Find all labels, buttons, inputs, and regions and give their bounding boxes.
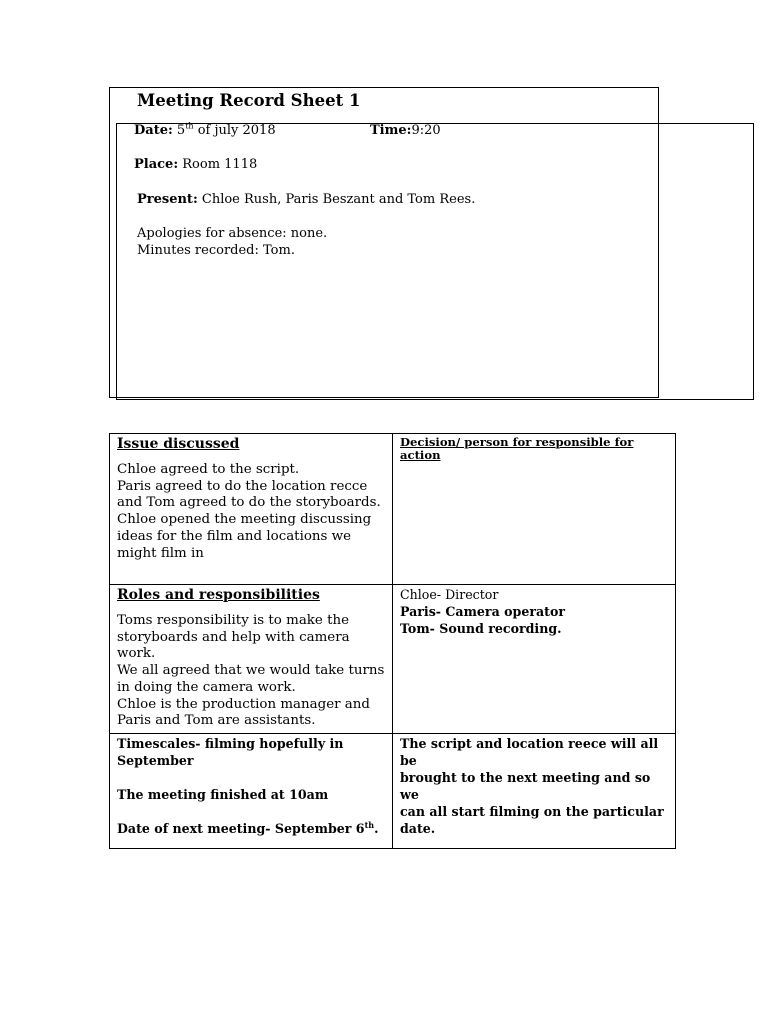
role-item: Tom- Sound recording. — [400, 621, 562, 636]
place-value: Room 1118 — [178, 157, 258, 172]
time-line — [370, 123, 441, 138]
roles-heading: Roles and responsibilities — [117, 587, 320, 603]
next-meeting-sup: th — [364, 819, 375, 830]
action-cell — [393, 734, 676, 849]
issue-heading: Issue discussed — [117, 436, 240, 452]
apologies-line: Apologies for absence: none. — [137, 226, 328, 241]
page-title: Meeting Record Sheet 1 — [137, 91, 361, 110]
issue-cell — [110, 434, 393, 585]
place-line — [134, 157, 257, 172]
issue-line: might film in — [117, 545, 204, 561]
spacer — [117, 803, 386, 820]
issue-line: and Tom agreed to do the storyboards. — [117, 495, 381, 511]
table-row-roles — [110, 585, 676, 734]
table-row-timescales — [110, 734, 676, 849]
next-meeting-line — [117, 820, 386, 837]
roles-line: Chloe is the production manager and — [117, 696, 370, 712]
table-row-issues — [110, 434, 676, 585]
roles-line: Paris and Tom are assistants. — [117, 713, 316, 729]
decision-heading: Decision/ person for responsible for action — [400, 435, 634, 462]
roles-line: in doing the camera work. — [117, 679, 296, 695]
date-rest: of july 2018 — [193, 123, 276, 138]
date-label: Date: — [134, 123, 173, 138]
present-label: Present: — [137, 192, 198, 207]
place-label: Place: — [134, 157, 179, 172]
timescales-text — [117, 735, 386, 837]
present-line — [137, 192, 475, 207]
issue-line: Paris agreed to do the location recce — [117, 478, 368, 494]
issue-line: ideas for the film and locations we — [117, 528, 352, 544]
issue-line: Chloe opened the meeting discussing — [117, 512, 372, 528]
role-item: Paris- Camera operator — [400, 604, 565, 619]
roles-list — [400, 586, 669, 637]
action-line: The script and location reece will all be — [400, 736, 659, 768]
roles-assignment-cell — [393, 585, 676, 734]
action-text — [400, 735, 669, 837]
timescales-cell — [110, 734, 393, 849]
date-line — [134, 123, 276, 138]
action-line: can all start filming on the particular — [400, 804, 664, 819]
present-value: Chloe Rush, Paris Beszant and Tom Rees. — [197, 192, 476, 207]
finished-line: The meeting finished at 10am — [117, 787, 329, 802]
spacer — [117, 769, 386, 786]
role-item: Chloe- Director — [400, 587, 499, 602]
roles-text — [117, 613, 386, 730]
roles-cell — [110, 585, 393, 734]
roles-line: Toms responsibility is to make the — [117, 613, 350, 628]
roles-line: We all agreed that we would take turns — [117, 663, 385, 679]
action-line: date. — [400, 821, 436, 836]
minutes-line: Minutes recorded: Tom. — [137, 243, 295, 258]
time-value: 9:20 — [411, 123, 441, 138]
roles-line: storyboards and help with camera — [117, 629, 350, 645]
next-meeting-end: . — [374, 821, 379, 836]
action-line: brought to the next meeting and so we — [400, 770, 651, 802]
issue-line: Chloe agreed to the script. — [117, 462, 300, 477]
decision-cell — [393, 434, 676, 585]
date-sup: th — [185, 121, 194, 131]
meeting-table — [109, 433, 676, 849]
timescales-line: Timescales- filming hopefully in — [117, 736, 344, 751]
roles-line: work. — [117, 646, 156, 662]
issue-text — [117, 462, 386, 562]
time-label: Time: — [370, 123, 412, 138]
date-day: 5 — [176, 123, 186, 138]
next-meeting-text: Date of next meeting- September 6 — [117, 821, 365, 836]
timescales-line: September — [117, 753, 194, 768]
